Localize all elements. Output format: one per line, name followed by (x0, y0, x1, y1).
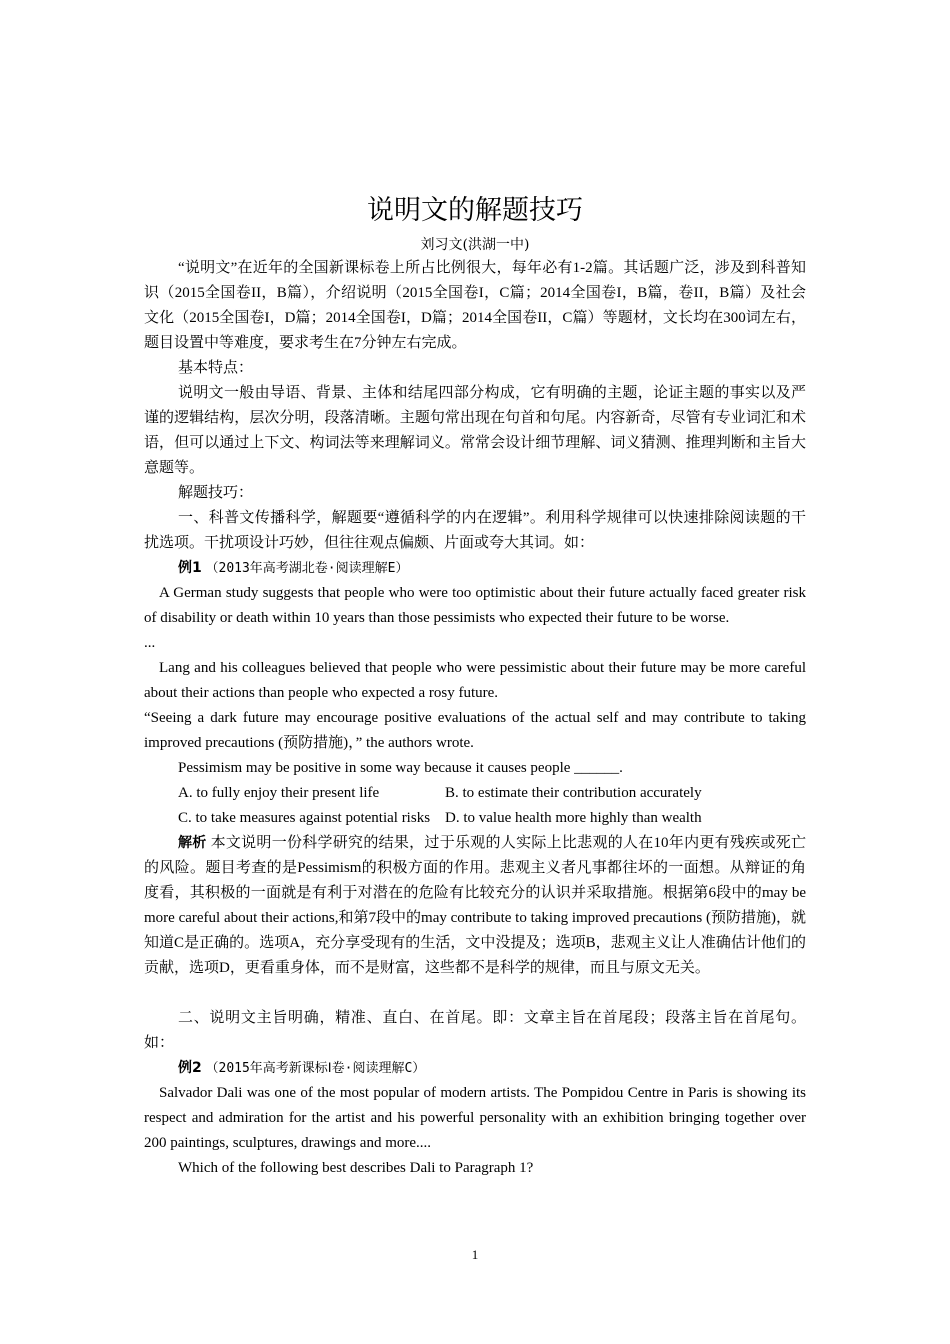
page-title: 说明文的解题技巧 (367, 195, 583, 226)
example-one-question: Pessimism may be positive in some way because it causes people ______. (178, 760, 623, 776)
option-a: A. to fully enjoy their present life (178, 785, 380, 801)
example-two-source: （2015年高考新课标Ⅰ卷·阅读理解C） (205, 1061, 426, 1076)
tips-heading: 解题技巧： (178, 485, 254, 501)
option-b: B. to estimate their contribution accurately (445, 785, 702, 801)
author-line: 刘习文(洪湖一中) (420, 237, 530, 253)
example-two-question: Which of the following best describes Dali to Paragraph 1? (178, 1160, 534, 1176)
page-number: 1 (471, 1247, 479, 1262)
example-one-passage-2: Lang and his colleagues believed that people who were pessimistic about their future may be more careful about their actions than people who expected a rosy future. (144, 660, 806, 701)
example-one-passage-1: A German study suggests that people who were too optimistic about their future actually faced greater risk of disability or death within 10 years than those pessimists who expected their future to be worse. (144, 585, 806, 626)
document-body (144, 256, 806, 1181)
tip-one-paragraph: 一、科普文传播科学，解题要“遵循科学的内在逻辑”。利用科学规律可以快速排除阅读题的干扰选项。干扰项设计巧妙，但往往观点偏颇、片面或夸大其词。如： (144, 510, 806, 551)
tip-two-paragraph: 二、说明文主旨明确，精准、直白、在首尾。即：文章主旨在首尾段；段落主旨在首尾句。如： (144, 1010, 806, 1051)
example-one-passage-3: “Seeing a dark future may encourage positive evaluations of the actual self and may contribute to taking improved precautions (预防措施)，” the authors wrote. (144, 710, 806, 751)
example-one-source: （2013年高考湖北卷·阅读理解E） (205, 561, 409, 576)
features-heading: 基本特点： (178, 360, 254, 376)
example-one-analysis (144, 831, 806, 981)
option-c: C. to take measures against potential risks (178, 810, 431, 826)
example-one-label: 例1 (178, 560, 202, 576)
example-two-passage-1: Salvador Dali was one of the most popular of modern artists. The Pompidou Centre in Paris is showing its respect and admiration for the artist and his powerful personality with an exhibition bringing together over 200 paintings, sculptures, drawings and more.... (144, 1085, 806, 1151)
example-one-options-cd (144, 806, 806, 831)
example-two-label: 例2 (178, 1060, 202, 1076)
example-two-heading (144, 1056, 806, 1081)
analysis-text: 本文说明一份科学研究的结果，过于乐观的人实际上比悲观的人在10年内更有残疾或死亡的风险。题目考查的是Pessimism的积极方面的作用。悲观主义者凡事都往坏的一面想。从辩证的角度看，其积极的一面就是有利于对潜在的危险有比较充分的认识并采取措施。根据第6段中的may be more careful about their actions,和第7段中的may contribute to taking improved precautions (预防措施)，就知道C是正确的。选项A，充分享受现有的生活，文中没提及；选项B，悲观主义让人准确估计他们的贡献，选项D，更看重身体，而不是财富，这些都不是科学的规律，而且与原文无关。 (144, 835, 807, 976)
intro-paragraph: “说明文”在近年的全国新课标卷上所占比例很大，每年必有1-2篇。其话题广泛，涉及到科普知识（2015全国卷II，B篇），介绍说明（2015全国卷I，C篇；2014全国卷I，B篇，卷II，B篇）及社会文化（2015全国卷I，D篇；2014全国卷I，D篇；2014全国卷II，C篇）等题材，文长均在300词左右，题目设置中等难度，要求考生在7分钟左右完成。 (144, 260, 806, 351)
analysis-label: 解析 (178, 835, 207, 851)
option-d: D. to value health more highly than wealth (445, 810, 702, 826)
example-one-options-ab (144, 781, 806, 806)
blank-line (144, 981, 806, 1006)
example-one-heading (144, 556, 806, 581)
example-one-ellipsis: ... (144, 635, 156, 651)
features-paragraph: 说明文一般由导语、背景、主体和结尾四部分构成，它有明确的主题，论证主题的事实以及严谨的逻辑结构，层次分明，段落清晰。主题句常出现在句首和句尾。内容新奇，尽管有专业词汇和术语，但可以通过上下文、构词法等来理解词义。常常会设计细节理解、词义猜测、推理判断和主旨大意题等。 (144, 385, 806, 476)
